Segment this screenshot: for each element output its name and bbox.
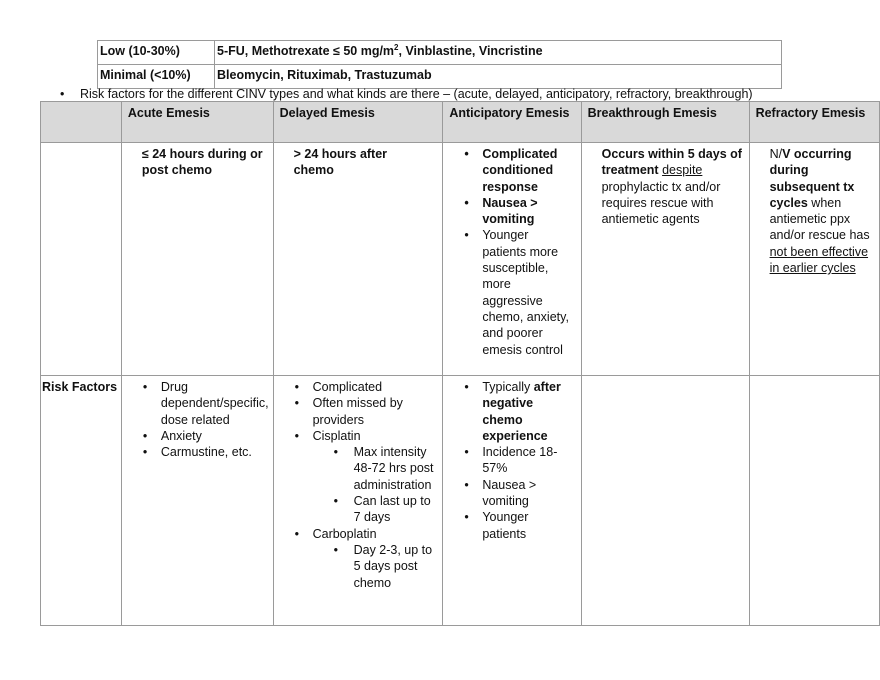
list-item: • Often missed by providers (294, 395, 439, 428)
superscript: 2 (394, 42, 399, 52)
header-empty (41, 102, 122, 143)
carboplatin-label: Carboplatin (312, 526, 377, 541)
emetogenic-risk-table (97, 40, 782, 89)
delayed-risk-factors (273, 376, 443, 626)
risk-factors-label: Risk Factors (42, 380, 118, 394)
list-item: • Drug dependent/specific, dose related (142, 379, 269, 428)
list-item: • Max intensity 48-72 hrs post administration (333, 444, 439, 493)
header-anticipatory: Anticipatory Emesis (443, 102, 581, 143)
delayed-definition (273, 143, 443, 376)
header-breakthrough: Breakthrough Emesis (581, 102, 749, 143)
row-label-empty (41, 143, 122, 376)
breakthrough-definition-text (582, 146, 749, 227)
anticipatory-list (463, 146, 574, 358)
header-acute: Acute Emesis (121, 102, 273, 143)
refractory-definition (749, 143, 879, 376)
definition-row (41, 143, 880, 376)
list-item: • Younger patients (463, 509, 574, 542)
refractory-underlined: not been effective in earlier cycles (769, 244, 869, 276)
breakthrough-rest: prophylactic tx and/or requires rescue with antiemetic agents (601, 179, 721, 227)
list-item (463, 379, 574, 444)
delayed-definition-text: > 24 hours after chemo (293, 147, 388, 178)
bold-text: after negative chemo experience (482, 380, 561, 443)
cisplatin-sublist (333, 444, 439, 525)
agents-text: 5-FU, Methotrexate ≤ 50 mg/m (217, 44, 395, 58)
bullet-icon: • (60, 87, 65, 101)
risk-level-cell: Low (10-30%) (98, 41, 215, 65)
risk-level-cell: Minimal (<10%) (98, 65, 215, 89)
breakthrough-bold: Occurs within 5 days of treatment (601, 147, 742, 178)
list-item (294, 428, 439, 526)
list-item: • Complicated (294, 379, 439, 395)
plain-text: Typically (482, 380, 534, 394)
list-item: • Can last up to 7 days (333, 493, 439, 526)
refractory-definition-text (750, 146, 879, 276)
header-refractory: Refractory Emesis (749, 102, 879, 143)
risk-factors-row (41, 376, 880, 626)
refractory-plain: when antiemetic ppx and/or rescue has (769, 195, 870, 243)
refractory-plain: N/ (769, 147, 783, 161)
bullet-text: Risk factors for the different CINV types and what kinds are there – (acute, delayed, anticipatory, refractory, breakthrough) (80, 87, 753, 101)
acute-definition-text: ≤ 24 hours during or post chemo (141, 147, 263, 178)
bullet-paragraph (60, 86, 753, 102)
delayed-risk-list (294, 379, 439, 591)
list-item: • Carmustine, etc. (142, 444, 269, 460)
header-row (41, 102, 880, 143)
list-item: • Nausea > vomiting (463, 195, 574, 228)
header-delayed: Delayed Emesis (273, 102, 443, 143)
refractory-risk-factors (749, 376, 879, 626)
agents-cell (215, 41, 782, 65)
list-item: • Younger patients more susceptible, more aggressive chemo, anxiety, and poorer emesis control (463, 227, 574, 357)
acute-risk-list (142, 379, 269, 460)
list-item: • Nausea > vomiting (463, 477, 574, 510)
refractory-bold: V occurring during subsequent tx cycles (769, 147, 855, 210)
agents-cell: Bleomycin, Rituximab, Trastuzumab (215, 65, 782, 89)
anticipatory-risk-factors (443, 376, 581, 626)
table-row (98, 65, 782, 89)
list-item: • Anxiety (142, 428, 269, 444)
carboplatin-sublist (333, 542, 439, 591)
list-item: • Incidence 18-57% (463, 444, 574, 477)
cinv-types-table (40, 101, 880, 626)
breakthrough-underlined: despite (662, 163, 703, 178)
breakthrough-definition (581, 143, 749, 376)
anticipatory-risk-list (463, 379, 574, 542)
table-row (98, 41, 782, 65)
agents-text: , Vinblastine, Vincristine (398, 44, 543, 58)
risk-factors-label-cell (41, 376, 122, 626)
acute-definition (121, 143, 273, 376)
breakthrough-risk-factors (581, 376, 749, 626)
acute-risk-factors (121, 376, 273, 626)
list-item: • Day 2-3, up to 5 days post chemo (333, 542, 439, 591)
list-item: • Complicated conditioned response (463, 146, 574, 195)
anticipatory-definition (443, 143, 581, 376)
cisplatin-label: Cisplatin (312, 428, 361, 443)
list-item (294, 526, 439, 591)
